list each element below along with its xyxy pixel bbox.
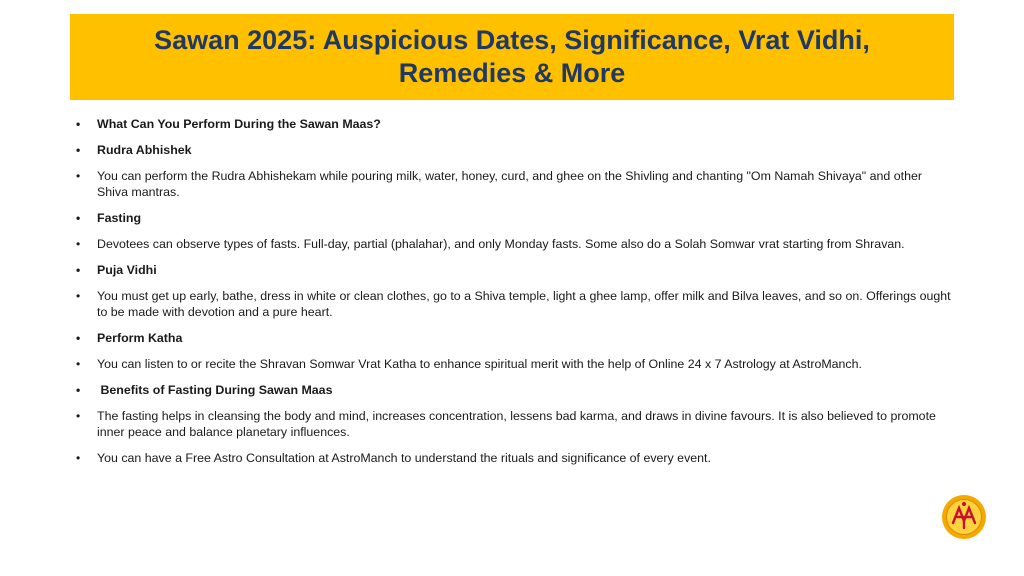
list-item-text: You can perform the Rudra Abhishekam while pouring milk, water, honey, curd, and ghee on the Shivling and chanting "Om Namah Shivaya" and other Shiva mantras. [97, 169, 922, 199]
astromanch-logo-icon [941, 494, 987, 540]
bullet-icon: • [76, 169, 81, 183]
list-item-text: Rudra Abhishek [97, 143, 192, 157]
title-banner [70, 14, 954, 100]
bullet-icon: • [76, 263, 81, 277]
list-item-text: Perform Katha [97, 331, 183, 345]
list-item-text: You must get up early, bathe, dress in white or clean clothes, go to a Shiva temple, light a ghee lamp, offer milk and Bilva leaves, and so on. Offerings ought to be made with devotion and a pure heart. [97, 289, 951, 319]
bullet-icon: • [76, 237, 81, 251]
bullet-icon: • [76, 143, 81, 157]
logo-dot [962, 502, 966, 506]
list-item [76, 288, 956, 320]
list-item [76, 450, 956, 466]
list-item [76, 116, 956, 132]
list-item [76, 330, 956, 346]
list-item [76, 356, 956, 372]
list-item-text: Devotees can observe types of fasts. Full-day, partial (phalahar), and only Monday fasts. Some also do a Solah Somwar vrat starting from Shravan. [97, 237, 905, 251]
bullet-icon: • [76, 383, 81, 397]
list-item-text: Fasting [97, 211, 142, 225]
list-item [76, 408, 956, 440]
list-item-text: Benefits of Fasting During Sawan Maas [97, 383, 333, 397]
bullet-icon: • [76, 289, 81, 303]
list-item [76, 236, 956, 252]
bullet-icon: • [76, 409, 81, 423]
bullet-icon: • [76, 451, 81, 465]
bullet-icon: • [76, 331, 81, 345]
bullet-icon: • [76, 357, 81, 371]
list-item [76, 168, 956, 200]
bullet-icon: • [76, 117, 81, 131]
astromanch-logo-svg [941, 494, 987, 540]
list-item [76, 210, 956, 226]
list-item-text: You can have a Free Astro Consultation at AstroManch to understand the rituals and significance of every event. [97, 451, 711, 465]
list-item [76, 262, 956, 278]
bullet-list [76, 116, 956, 476]
bullet-icon: • [76, 211, 81, 225]
list-item-text: The fasting helps in cleansing the body and mind, increases concentration, lessens bad karma, and draws in divine favours. It is also believed to promote inner peace and balance planetary influences. [97, 409, 936, 439]
list-item [76, 382, 956, 398]
list-item-text: Puja Vidhi [97, 263, 157, 277]
page-title: Sawan 2025: Auspicious Dates, Significance, Vrat Vidhi, Remedies & More [154, 25, 870, 88]
list-item-text: You can listen to or recite the Shravan Somwar Vrat Katha to enhance spiritual merit with the help of Online 24 x 7 Astrology at AstroManch. [97, 357, 862, 371]
list-item-text: What Can You Perform During the Sawan Maas? [97, 117, 381, 131]
list-item [76, 142, 956, 158]
